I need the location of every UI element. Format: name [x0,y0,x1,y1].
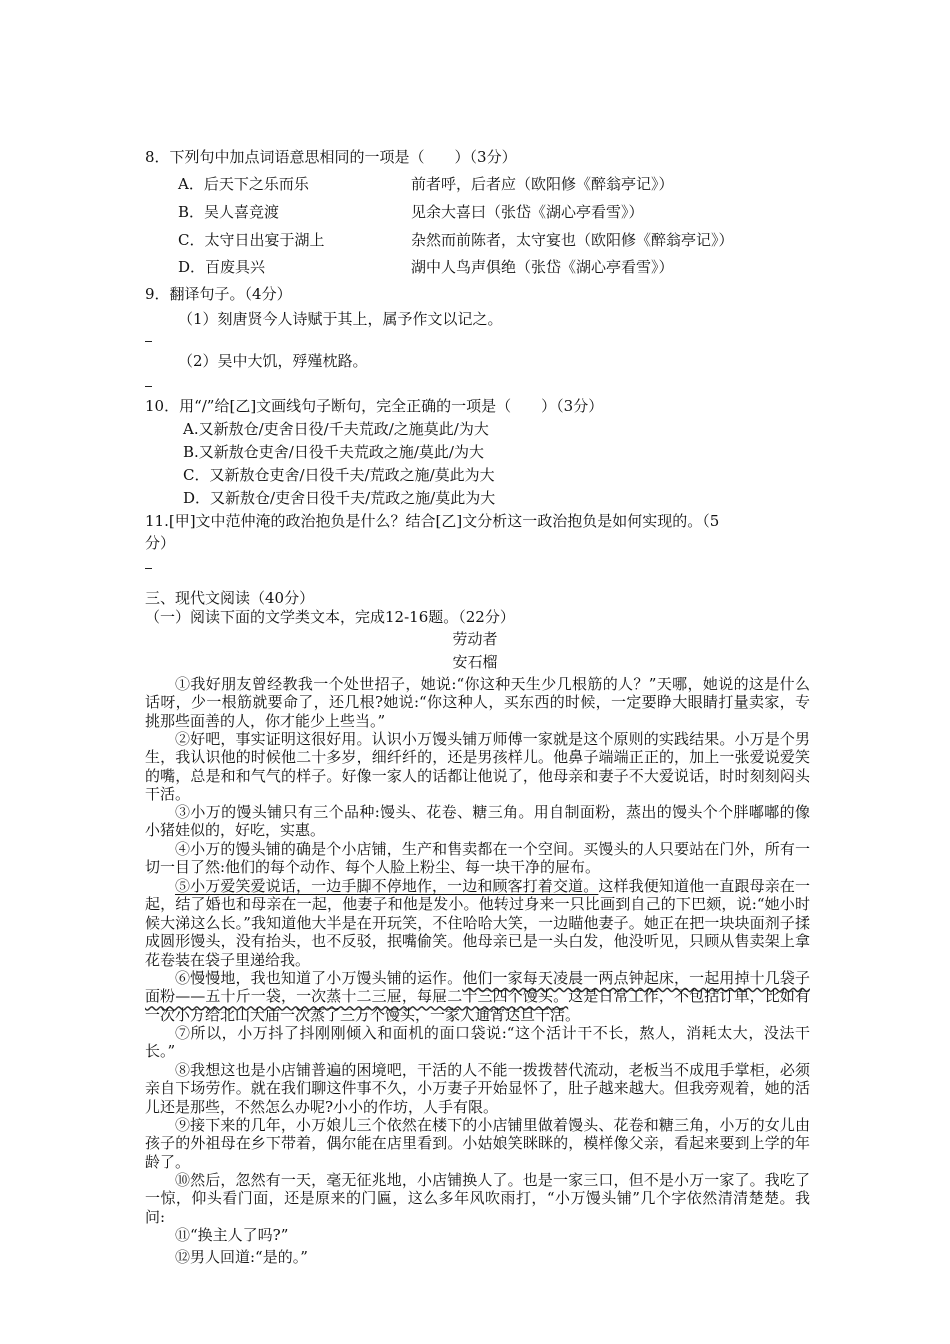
paragraph-5 [145,877,810,969]
q8-option-d-left: D．百废具兴 [178,258,266,276]
paragraph-5-rest: 这样我便知道他一直跟母亲在一起，结了婚也和母亲在一起，他妻子和他是发小。他转过身来一只比画到自己的下巴颏，说:“她小时候大涕这么长。”我知道他大半是在开玩笑，不住哈哈大笑，一边瞄他妻子。她正在把一块块面剂子揉成圆形馒头，没有抬头，也不反驳，抿嘴偷笑。他母亲已是一头白发，他没听见，只顾从售卖架上拿花卷装在袋子里递给我。 [145,877,810,969]
q11-line-1: 11.[甲]文中范仲淹的政治抱负是什么？结合[乙]文分析这一政治抱负是如何实现的。（5 [145,512,720,530]
answer-line [145,568,152,569]
paragraph-3: ③小万的馒头铺只有三个品种:馒头、花卷、糖三角。用自制面粉，蒸出的馒头个个胖嘟嘟的像小猪娃似的，好吃，实惠。 [145,803,810,840]
q11-line-2: 分） [145,534,176,552]
q8-stem: 8．下列句中加点词语意思相同的一项是（ ）（3分） [145,148,517,166]
q8-option-d-right: 湖中人鸟声俱绝（张岱《湖心亭看雪》） [411,258,674,276]
q10-option-a: A.又新敖仓/吏舍日役/千夫荒政/之施莫此/为大 [183,420,489,438]
paragraph-12: ⑫男人回道:“是的。” [175,1248,308,1266]
q8-option-b-left: B．吴人喜竞渡 [178,203,280,221]
paragraph-7: ⑦所以，小万抖了抖刚刚倾入和面机的面口袋说:“这个活计干不长，熬人，消耗太大，没法干长。” [145,1024,810,1061]
paragraph-5-underlined-sentence: ⑤小万爱笑爱说话，一边手脚不停地作，一边和顾客打着交道。 [175,877,599,895]
paragraph-2: ②好吧，事实证明这很好用。认识小万馒头铺万师傅一家就是这个原则的实践结果。小万是个男生，我认识他的时候他二十多岁，细纤纤的，还是男孩样儿。他鼻子端端正正的，加上一张爱说爱笑的嘴，总是和和气气的样子。好像一家人的话都让他说了，他母亲和妻子不大爱说话，时时刻刻闷头干活。 [145,730,810,804]
q10-stem: 10．用“/”给[乙]文画线句子断句，完全正确的一项是（ ）（3分） [145,397,604,415]
q10-option-c: C．又新敖仓吏舍/日役千夫/荒政之施/莫此为大 [183,466,495,484]
paragraph-6 [145,969,810,1024]
paragraph-6-lead: ⑥慢慢地，我也知道了小万馒头铺的运作。 [175,969,463,987]
q9-stem: 9．翻译句子。（4分） [145,285,292,303]
q8-option-b-right: 见余大喜曰（张岱《湖心亭看雪》） [411,203,644,221]
paragraph-10: ⑩然后，忽然有一天，毫无征兆地，小店铺换人了。也是一家三口，但不是小万一家了。我吃了一惊，仰头看门面，还是原来的门匾，这么多年风吹雨打，“小万馒头铺”几个字依然清清楚楚。我问: [145,1171,810,1226]
section-3-subtitle: （一）阅读下面的文学类文本，完成12-16题。（22分） [145,608,515,626]
q9-item-2: （2）吴中大饥，殍殣枕路。 [178,352,368,370]
paragraph-8: ⑧我想这也是小店铺普遍的困境吧，干活的人不能一拨拨替代流动，老板当不成甩手掌柜，必须亲自下场劳作。就在我们聊这件事不久，小万妻子开始显怀了，肚子越来越大。但我旁观着，她的活儿还是那些，不然怎么办呢?小小的作坊，人手有限。 [145,1061,810,1116]
paragraph-11: ⑪“换主人了吗?” [175,1226,289,1244]
q8-option-a-left: A．后天下之乐而乐 [178,175,309,193]
q8-option-c-left: C．太守日出宴于湖上 [178,231,325,249]
paragraph-4: ④小万的馒头铺的确是个小店铺，生产和售卖都在一个空间。买馒头的人只要站在门外，所有一切一目了然:他们的每个动作、每个人脸上粉尘、每一块干净的屉布。 [145,840,810,877]
article-author: 安石榴 [452,653,498,671]
answer-line [145,386,152,387]
paragraph-6-underlined-sentence: 他们一家每天凌晨一两点钟起床，一起用掉十几袋子面粉——五十斤一袋，一次蒸十二三屉，每屉二十三四个馒头。 [145,969,810,1006]
paragraph-6-rest: 这是日常工作，不包括订单，比如有一次小万给北山大庙一次蒸了三万个馒头，一家人通宵达旦干活。 [145,987,810,1024]
section-3-title: 三、现代文阅读（40分） [145,589,315,607]
article-title: 劳动者 [452,630,498,648]
paragraph-9: ⑨接下来的几年，小万娘儿三个依然在楼下的小店铺里做着馒头、花卷和糖三角，小万的女儿由孩子的外祖母在乡下带着，偶尔能在店里看到。小姑娘笑眯眯的，模样像父亲，看起来要到上学的年龄了。 [145,1116,810,1171]
q10-option-d: D．又新敖仓/吏舍日役千夫/荒政之施/莫此为大 [183,489,496,507]
q8-option-a-right: 前者呼，后者应（欧阳修《醉翁亭记》） [411,175,674,193]
paragraph-1: ①我好朋友曾经教我一个处世招子，她说:“你这种天生少几根筋的人？”天哪，她说的这是什么话呀，少一根筋就要命了，还几根?她说:“你这种人，买东西的时候，一定要睁大眼睛打量卖家，专挑那些面善的人，你才能少上些当。” [145,675,810,730]
q8-option-c-right: 杂然而前陈者，太守宴也（欧阳修《醉翁亭记》） [411,231,734,249]
q9-item-1: （1）刻唐贤今人诗赋于其上，属予作文以记之。 [178,310,503,328]
q10-option-b: B.又新敖仓吏舍/日役千夫荒政之施/莫此/为大 [183,443,484,461]
answer-line [145,341,152,342]
